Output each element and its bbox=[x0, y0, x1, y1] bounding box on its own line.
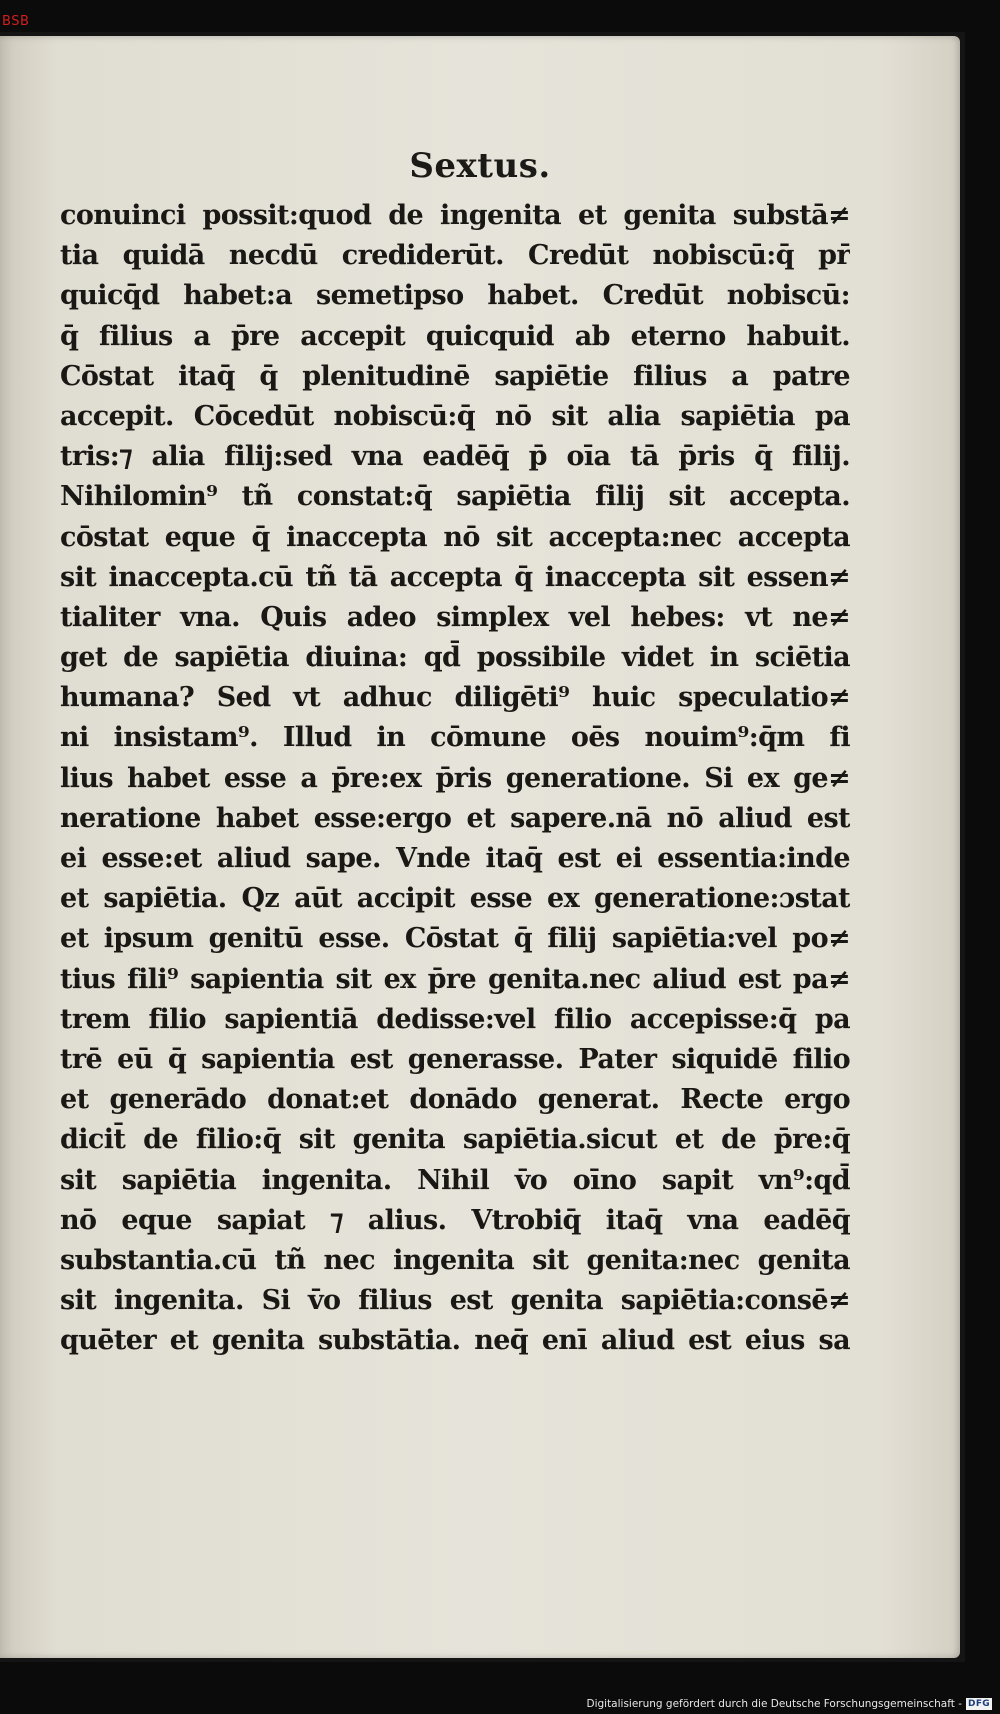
text-line: sit sapiētia ingenita. Nihil v̄o oīno sapit vn⁹:qd̄ bbox=[60, 1164, 850, 1196]
text-line: quicq̄d habet:a semetipso habet. Credūt nobiscū: bbox=[60, 280, 850, 312]
text-line: ni insistam⁹. Illud in cōmune oēs nouim⁹:q̄m fi bbox=[60, 722, 850, 754]
text-line: dicit̄ de filio:q̄ sit genita sapiētia.sicut et de p̄re:q̄ bbox=[60, 1124, 850, 1156]
text-line: lius habet esse a p̄re:ex p̄ris generatione. Si ex ge≠ bbox=[60, 762, 850, 794]
text-line: sit ingenita. Si v̄o filius est genita sapiētia:consē≠ bbox=[60, 1285, 850, 1317]
text-line: nō eque sapiat ⁊ alius. Vtrobiq̄ itaq̄ vna eadēq̄ bbox=[60, 1204, 850, 1236]
text-line: quēter et genita substātia. neq̄ enī aliud est eius sa bbox=[60, 1325, 850, 1357]
text-line: humana? Sed vt adhuc diligēti⁹ huic speculatio≠ bbox=[60, 682, 850, 714]
text-line: tialiter vna. Quis adeo simplex vel hebes: vt ne≠ bbox=[60, 601, 850, 633]
text-line: neratione habet esse:ergo et sapere.nā nō aliud est bbox=[60, 802, 850, 834]
text-line: conuinci possit:quod de ingenita et genita substā≠ bbox=[60, 200, 850, 231]
text-line: trem filio sapientiā dedisse:vel filio accepisse:q̄ pa bbox=[60, 1003, 850, 1035]
text-line: tia quidā necdū crediderūt. Credūt nobiscū:q̄ pr̄ bbox=[60, 240, 850, 272]
text-line: cōstat eque q̄ inaccepta nō sit accepta:nec accepta bbox=[60, 521, 850, 553]
dfg-logo-icon: DFG bbox=[966, 1698, 992, 1710]
text-line: et sapiētia. Qz aūt accipit esse ex generatione:ɔstat bbox=[60, 883, 850, 915]
text-line: Cōstat itaq̄ q̄ plenitudinē sapiētie filius a patre bbox=[60, 360, 850, 392]
funding-footer bbox=[586, 1698, 992, 1710]
funding-credit: Digitalisierung gefördert durch die Deutsche Forschungsgemeinschaft - bbox=[586, 1698, 962, 1710]
text-line: et generādo donat:et donādo generat. Recte ergo bbox=[60, 1084, 850, 1116]
text-line: Nihilomin⁹ tñ constat:q̄ sapiētia filij sit accepta. bbox=[60, 481, 850, 513]
text-line: accepit. Cōcedūt nobiscū:q̄ nō sit alia sapiētia pa bbox=[60, 400, 850, 432]
text-line: tius fili⁹ sapientia sit ex p̄re genita.nec aliud est pa≠ bbox=[60, 963, 850, 995]
text-line: trē eū q̄ sapientia est generasse. Pater siquidē filio bbox=[60, 1043, 850, 1075]
text-line: q̄ filius a p̄re accepit quicquid ab eterno habuit. bbox=[60, 320, 850, 352]
text-line: substantia.cū tñ nec ingenita sit genita:nec genita bbox=[60, 1244, 850, 1276]
text-line: ei esse:et aliud sape. Vnde itaq̄ est ei essentia:inde bbox=[60, 843, 850, 874]
running-head: Sextus. bbox=[409, 146, 551, 186]
text-line: sit inaccepta.cū tñ tā accepta q̄ inaccepta sit essen≠ bbox=[60, 561, 850, 593]
text-block bbox=[60, 196, 850, 1361]
text-line: get de sapiētia diuina: qd̄ possibile videt in sciētia bbox=[60, 642, 850, 674]
text-line: tris:⁊ alia filij:sed vna eadēq̄ p̄ oīa tā p̄ris q̄ filij. bbox=[60, 441, 850, 473]
library-mark: BSB bbox=[2, 14, 30, 29]
text-line: et ipsum genitū esse. Cōstat q̄ filij sapiētia:vel po≠ bbox=[60, 923, 850, 955]
book-page bbox=[0, 36, 960, 1658]
